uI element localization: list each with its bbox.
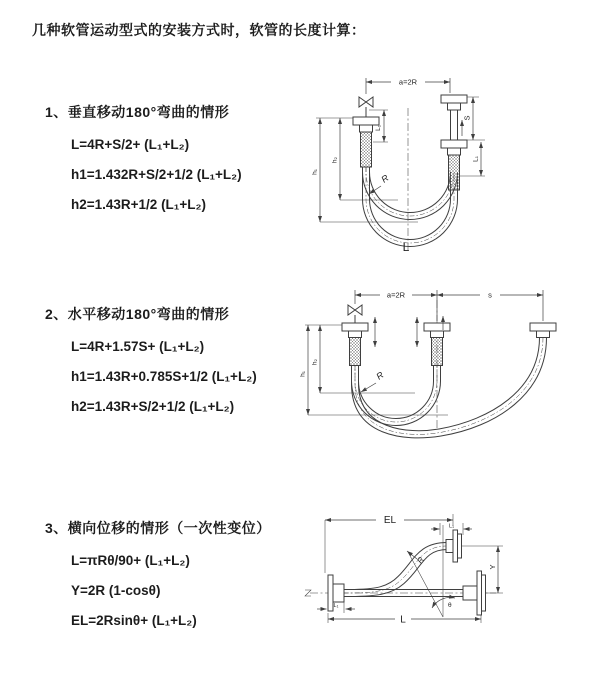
section-2-formulas xyxy=(71,332,257,422)
dimension-a2r-s xyxy=(355,290,543,321)
section-3-heading: 3、横向位移的情形（一次性变位） xyxy=(45,520,271,536)
radius-callout xyxy=(369,172,391,194)
dim-label-h2: h₂ xyxy=(331,156,339,164)
dimension-l1-top xyxy=(431,523,472,535)
dim-label-theta: θ xyxy=(448,602,452,609)
formula-line: Y=2R (1-cosθ) xyxy=(71,583,161,598)
section-1-heading: 1、垂直移动180°弯曲的情形 xyxy=(45,104,230,120)
diagram-vertical-180-bend xyxy=(303,72,563,257)
section-3 xyxy=(45,518,271,636)
formula-line: L=πRθ/90+ (L₁+L₂) xyxy=(71,553,190,568)
dim-label-r: R xyxy=(415,555,426,566)
section-2 xyxy=(45,304,257,422)
dim-label-s: s xyxy=(488,290,492,300)
dim-label-l1-top: L₁ xyxy=(449,523,454,530)
s-curve-hose xyxy=(344,543,447,597)
dim-label-r: R xyxy=(379,172,391,185)
dim-label-y: Y xyxy=(488,564,497,570)
dim-label-a2r: a=2R xyxy=(386,290,406,300)
section-2-heading: 2、水平移动180°弯曲的情形 xyxy=(45,306,230,322)
dim-label-h2: h₂ xyxy=(311,358,319,366)
radius-callout xyxy=(361,369,386,392)
dimension-l xyxy=(328,613,481,626)
dimension-el xyxy=(325,514,453,573)
formula-line: h1=1.432R+S/2+1/2 (L₁+L₂) xyxy=(71,167,242,182)
valve-icon xyxy=(359,97,373,117)
section-1 xyxy=(45,102,242,220)
dim-label-l: L xyxy=(400,614,406,626)
dim-label-l1-left: L₁ xyxy=(375,125,382,131)
dim-label-a2r: a=2R xyxy=(398,77,418,87)
dim-label-h1: h₁ xyxy=(311,169,319,175)
dim-label-l: L xyxy=(402,240,410,254)
dim-label-r: R xyxy=(374,369,386,382)
dimension-s xyxy=(460,97,485,176)
dim-label-l1-left: L₁ xyxy=(333,603,339,609)
dim-label-l1-right: L₁ xyxy=(472,156,480,162)
diagram-lateral-displacement xyxy=(298,503,578,645)
formula-line: h2=1.43R+S/2+1/2 (L₁+L₂) xyxy=(71,399,235,414)
dim-label-h1: h₁ xyxy=(300,371,307,377)
hose-arcs xyxy=(352,338,547,438)
section-1-formulas xyxy=(71,130,242,220)
formula-line: h2=1.43R+1/2 (L₁+L₂) xyxy=(71,197,207,212)
dimension-h1-h2 xyxy=(300,325,448,415)
middle-fitting xyxy=(424,316,450,366)
dim-label-el: EL xyxy=(383,515,397,526)
dimension-l1-marks xyxy=(375,317,417,347)
upper-flange xyxy=(446,530,462,562)
formula-line: h1=1.43R+0.785S+1/2 (L₁+L₂) xyxy=(71,369,257,384)
right-flange xyxy=(463,571,486,615)
right-fitting xyxy=(530,323,556,338)
dim-label-s: S xyxy=(462,115,472,121)
page-title: 几种软管运动型式的安装方式时，软管的长度计算： xyxy=(32,22,366,38)
formula-line: EL=2Rsinθ+ (L₁+L₂) xyxy=(71,613,197,628)
formula-line: L=4R+1.57S+ (L₁+L₂) xyxy=(71,339,205,354)
formula-line: L=4R+S/2+ (L₁+L₂) xyxy=(71,137,190,152)
hose-arcs xyxy=(363,167,458,247)
dimension-a2r xyxy=(366,78,450,95)
section-3-formulas xyxy=(71,546,271,636)
left-fitting xyxy=(342,323,368,366)
valve-icon xyxy=(348,305,362,323)
diagram-horizontal-180-bend xyxy=(300,286,570,451)
